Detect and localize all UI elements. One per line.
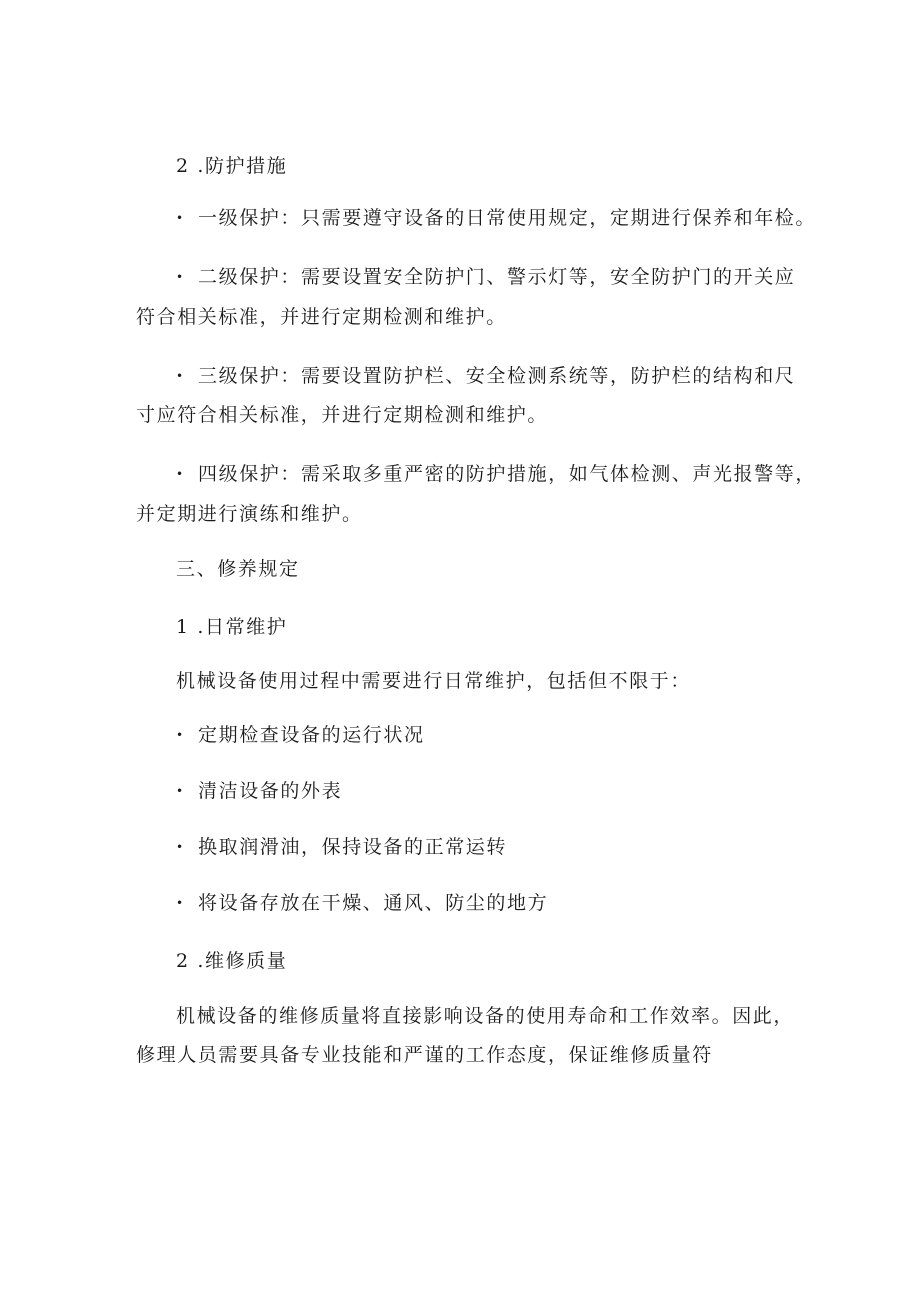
bullet-icon: •	[176, 270, 184, 284]
protection-heading: 2 .防护措施	[176, 155, 288, 177]
repair-quality-line1: 机械设备的维修质量将直接影响设备的使用寿命和工作效率。因此，	[176, 1005, 795, 1027]
level2-protection-line2: 符合相关标准，并进行定期检测和维护。	[136, 306, 507, 328]
level1-protection: 一级保护：只需要遵守设备的日常使用规定，定期进行保养和年检。	[198, 207, 817, 229]
bullet-icon: •	[176, 211, 184, 225]
bullet-icon: •	[176, 369, 184, 383]
level2-protection-line1: 二级保护：需要设置安全防护门、警示灯等，安全防护门的开关应	[198, 266, 796, 288]
bullet-icon: •	[176, 840, 184, 854]
maintenance-heading: 三、修养规定	[176, 558, 300, 580]
level3-protection-line1: 三级保护：需要设置防护栏、安全检测系统等，防护栏的结构和尺	[198, 365, 796, 387]
repair-quality-heading: 2 .维修质量	[176, 950, 288, 972]
daily-maintenance-intro: 机械设备使用过程中需要进行日常维护，包括但不限于：	[176, 670, 692, 692]
level3-protection-line2: 寸应符合相关标准，并进行定期检测和维护。	[136, 404, 549, 426]
bullet-icon: •	[176, 728, 184, 742]
list-item: 定期检查设备的运行状况	[198, 724, 425, 746]
list-item: 清洁设备的外表	[198, 780, 343, 802]
daily-maintenance-heading: 1 .日常维护	[176, 616, 288, 638]
bullet-icon: •	[176, 896, 184, 910]
list-item: 换取润滑油，保持设备的正常运转	[198, 836, 508, 858]
level4-protection-line1: 四级保护：需采取多重严密的防护措施，如气体检测、声光报警等，	[198, 463, 817, 485]
bullet-icon: •	[176, 467, 184, 481]
list-item: 将设备存放在干燥、通风、防尘的地方	[198, 892, 549, 914]
repair-quality-line2: 修理人员需要具备专业技能和严谨的工作态度，保证维修质量符	[136, 1044, 713, 1066]
bullet-icon: •	[176, 784, 184, 798]
level4-protection-line2: 并定期进行演练和维护。	[136, 503, 363, 525]
